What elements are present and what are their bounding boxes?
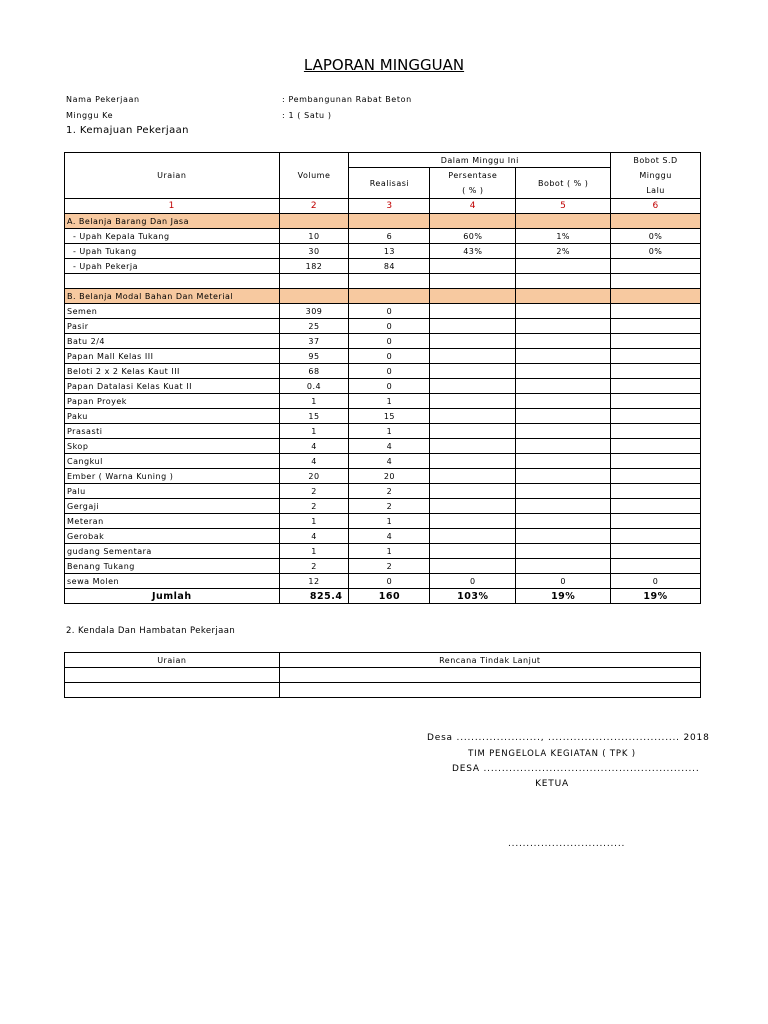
table-row <box>65 379 701 394</box>
signature-desa: DESA ........................................................... <box>452 764 700 774</box>
cell-bobot <box>516 259 611 274</box>
cell-volume: 4 <box>279 439 349 454</box>
cell-realisasi: 2 <box>349 499 430 514</box>
table-row <box>65 319 701 334</box>
cell-bobot <box>516 274 611 289</box>
col-number-5: 5 <box>516 199 611 214</box>
cell-uraian: gudang Sementara <box>65 544 280 559</box>
cell-persentase <box>430 379 516 394</box>
cell-realisasi: 15 <box>349 409 430 424</box>
obstacles-empty-row <box>65 683 701 698</box>
cell-bobot <box>516 349 611 364</box>
cell-persentase <box>430 274 516 289</box>
header-row-1 <box>65 153 701 168</box>
col-number-4: 4 <box>430 199 516 214</box>
table-row <box>65 244 701 259</box>
cell-persentase <box>430 259 516 274</box>
cell-bobot-sd <box>611 274 701 289</box>
cell-bobot <box>516 319 611 334</box>
cell-realisasi: 4 <box>349 439 430 454</box>
cell-volume: 1 <box>279 514 349 529</box>
cell-bobot-sd <box>611 544 701 559</box>
cell-volume: 309 <box>279 304 349 319</box>
cell-persentase <box>430 559 516 574</box>
header-bobot-sd <box>611 153 701 199</box>
nama-pekerjaan-label: Nama Pekerjaan <box>66 95 140 104</box>
cell-uraian: Semen <box>65 304 280 319</box>
cell-uraian: Beloti 2 x 2 Kelas Kaut III <box>65 364 280 379</box>
header-bobot-sd-line3: Lalu <box>646 186 665 195</box>
cell-bobot-sd <box>611 529 701 544</box>
total-row <box>65 589 701 604</box>
table-row <box>65 334 701 349</box>
cell-uraian: Paku <box>65 409 280 424</box>
signature-name-line: ................................ <box>508 839 626 849</box>
cell-volume: 68 <box>279 364 349 379</box>
cell-volume: 15 <box>279 409 349 424</box>
cell-persentase <box>430 499 516 514</box>
cell-volume: 0.4 <box>279 379 349 394</box>
cell-volume: 30 <box>279 244 349 259</box>
cell-bobot <box>516 484 611 499</box>
cell-persentase <box>430 409 516 424</box>
cell-uraian: Papan Datalasi Kelas Kuat II <box>65 379 280 394</box>
cell-bobot: 1% <box>516 229 611 244</box>
table-row <box>65 424 701 439</box>
cell-bobot-sd: 0% <box>611 244 701 259</box>
cell-bobot: 0 <box>516 574 611 589</box>
cell-persentase: 60% <box>430 229 516 244</box>
cell-realisasi: 1 <box>349 424 430 439</box>
cell-bobot: 2% <box>516 244 611 259</box>
table-row <box>65 394 701 409</box>
cell-volume: 20 <box>279 469 349 484</box>
cell-uraian: Benang Tukang <box>65 559 280 574</box>
cell-bobot <box>516 439 611 454</box>
cell-persentase <box>430 529 516 544</box>
cell-realisasi: 2 <box>349 484 430 499</box>
cell-realisasi: 13 <box>349 244 430 259</box>
empty-row <box>65 274 701 289</box>
cell-bobot-sd <box>611 349 701 364</box>
table-row <box>65 484 701 499</box>
total-label: Jumlah <box>65 589 280 604</box>
cell-bobot-sd <box>611 439 701 454</box>
cell-realisasi: 0 <box>349 319 430 334</box>
cell-uraian: Skop <box>65 439 280 454</box>
table-row <box>65 499 701 514</box>
total-persentase: 103% <box>430 589 516 604</box>
cell-persentase: 0 <box>430 574 516 589</box>
total-volume: 825.4 <box>279 589 349 604</box>
cell-bobot <box>516 454 611 469</box>
cell-realisasi: 6 <box>349 229 430 244</box>
cell-uraian: Gerobak <box>65 529 280 544</box>
minggu-ke-label: Minggu Ke <box>66 111 114 120</box>
group-a-row <box>65 214 701 229</box>
cell-persentase <box>430 454 516 469</box>
cell-realisasi: 0 <box>349 379 430 394</box>
header-persentase-unit: ( % ) <box>462 186 484 195</box>
cell-realisasi: 0 <box>349 334 430 349</box>
cell-bobot-sd <box>611 394 701 409</box>
cell-persentase <box>430 394 516 409</box>
cell-realisasi: 0 <box>349 364 430 379</box>
cell-bobot-sd <box>611 364 701 379</box>
cell-persentase <box>430 424 516 439</box>
cell-volume: 2 <box>279 559 349 574</box>
cell-bobot <box>516 364 611 379</box>
signature-place-date: Desa ......................., .................................... 2018 <box>427 733 710 743</box>
cell-uraian: Cangkul <box>65 454 280 469</box>
obstacles-empty-row <box>65 668 701 683</box>
table-row <box>65 454 701 469</box>
cell-persentase <box>430 364 516 379</box>
header-bobot-sd-line1: Bobot S.D <box>633 156 678 165</box>
cell-uraian: Ember ( Warna Kuning ) <box>65 469 280 484</box>
section-1-heading: 1. Kemajuan Pekerjaan <box>66 125 189 136</box>
progress-table <box>64 152 701 604</box>
col-number-6: 6 <box>611 199 701 214</box>
cell-volume: 10 <box>279 229 349 244</box>
cell-bobot <box>516 544 611 559</box>
cell-bobot-sd <box>611 259 701 274</box>
table-row <box>65 259 701 274</box>
header-bobot-sd-line2: Minggu <box>639 171 672 180</box>
cell-realisasi: 1 <box>349 514 430 529</box>
cell-volume: 2 <box>279 499 349 514</box>
table-row <box>65 409 701 424</box>
total-realisasi: 160 <box>349 589 430 604</box>
cell-uraian <box>65 274 280 289</box>
cell-realisasi: 1 <box>349 394 430 409</box>
group-a-label: A. Belanja Barang Dan Jasa <box>65 214 280 229</box>
total-bobot-sd: 19% <box>611 589 701 604</box>
cell-uraian: Palu <box>65 484 280 499</box>
cell-realisasi: 4 <box>349 454 430 469</box>
cell-bobot-sd <box>611 319 701 334</box>
cell-bobot <box>516 559 611 574</box>
cell-persentase <box>430 469 516 484</box>
header-dalam-minggu: Dalam Minggu Ini <box>349 153 611 168</box>
cell-bobot-sd <box>611 469 701 484</box>
cell-bobot <box>516 304 611 319</box>
cell-realisasi: 20 <box>349 469 430 484</box>
cell-bobot-sd <box>611 334 701 349</box>
cell-volume: 95 <box>279 349 349 364</box>
cell-persentase <box>430 319 516 334</box>
cell-bobot-sd <box>611 514 701 529</box>
section-2-heading: 2. Kendala Dan Hambatan Pekerjaan <box>66 626 236 636</box>
table-row <box>65 439 701 454</box>
cell-uraian: Gergaji <box>65 499 280 514</box>
group-b-label: B. Belanja Modal Bahan Dan Meterial <box>65 289 280 304</box>
cell-realisasi <box>349 274 430 289</box>
cell-uraian: Meteran <box>65 514 280 529</box>
cell-realisasi: 84 <box>349 259 430 274</box>
cell-bobot-sd <box>611 424 701 439</box>
cell-volume: 182 <box>279 259 349 274</box>
cell-bobot <box>516 514 611 529</box>
header-uraian: Uraian <box>65 153 280 199</box>
cell-uraian: - Upah Tukang <box>65 244 280 259</box>
cell-bobot <box>516 499 611 514</box>
table-row <box>65 544 701 559</box>
cell-volume: 2 <box>279 484 349 499</box>
cell-bobot-sd <box>611 484 701 499</box>
total-bobot: 19% <box>516 589 611 604</box>
cell-realisasi: 0 <box>349 349 430 364</box>
cell-uraian: Batu 2/4 <box>65 334 280 349</box>
signature-org: TIM PENGELOLA KEGIATAN ( TPK ) <box>468 749 636 759</box>
cell-volume: 4 <box>279 454 349 469</box>
cell-persentase <box>430 439 516 454</box>
obstacles-header-rencana: Rencana Tindak Lanjut <box>279 653 700 668</box>
col-number-3: 3 <box>349 199 430 214</box>
cell-bobot <box>516 529 611 544</box>
col-number-2: 2 <box>279 199 349 214</box>
column-number-row <box>65 199 701 214</box>
cell-uraian: Papan Mall Kelas III <box>65 349 280 364</box>
cell-persentase <box>430 514 516 529</box>
cell-uraian: - Upah Kepala Tukang <box>65 229 280 244</box>
cell-volume: 37 <box>279 334 349 349</box>
header-realisasi: Realisasi <box>349 168 430 199</box>
nama-pekerjaan-value: : Pembangunan Rabat Beton <box>282 95 412 104</box>
obstacles-header-row <box>65 653 701 668</box>
table-row <box>65 364 701 379</box>
table-row <box>65 304 701 319</box>
cell-volume: 1 <box>279 544 349 559</box>
page-title: LAPORAN MINGGUAN <box>303 56 465 74</box>
header-bobot: Bobot ( % ) <box>516 168 611 199</box>
group-b-row <box>65 289 701 304</box>
cell-realisasi: 1 <box>349 544 430 559</box>
cell-persentase <box>430 304 516 319</box>
table-row <box>65 514 701 529</box>
cell-bobot <box>516 409 611 424</box>
table-row <box>65 349 701 364</box>
cell-uraian: Prasasti <box>65 424 280 439</box>
obstacles-table <box>64 652 701 698</box>
cell-uraian: Papan Proyek <box>65 394 280 409</box>
header-volume: Volume <box>279 153 349 199</box>
cell-persentase <box>430 484 516 499</box>
cell-bobot <box>516 424 611 439</box>
cell-bobot-sd: 0% <box>611 229 701 244</box>
cell-persentase: 43% <box>430 244 516 259</box>
table-row <box>65 574 701 589</box>
cell-bobot-sd: 0 <box>611 574 701 589</box>
table-row <box>65 529 701 544</box>
cell-volume: 4 <box>279 529 349 544</box>
cell-volume: 12 <box>279 574 349 589</box>
cell-bobot-sd <box>611 304 701 319</box>
signature-ketua: KETUA <box>535 779 569 789</box>
cell-persentase <box>430 544 516 559</box>
minggu-ke-value: : 1 ( Satu ) <box>282 111 332 120</box>
cell-persentase <box>430 349 516 364</box>
cell-bobot <box>516 469 611 484</box>
cell-bobot-sd <box>611 559 701 574</box>
cell-bobot <box>516 379 611 394</box>
cell-realisasi: 4 <box>349 529 430 544</box>
cell-bobot <box>516 334 611 349</box>
cell-uraian: sewa Molen <box>65 574 280 589</box>
cell-realisasi: 0 <box>349 574 430 589</box>
table-row <box>65 469 701 484</box>
cell-volume: 1 <box>279 424 349 439</box>
cell-bobot <box>516 394 611 409</box>
cell-persentase <box>430 334 516 349</box>
cell-uraian: Pasir <box>65 319 280 334</box>
cell-bobot-sd <box>611 499 701 514</box>
cell-volume: 25 <box>279 319 349 334</box>
cell-bobot-sd <box>611 409 701 424</box>
table-row <box>65 229 701 244</box>
cell-realisasi: 0 <box>349 304 430 319</box>
obstacles-header-uraian: Uraian <box>65 653 280 668</box>
cell-bobot-sd <box>611 454 701 469</box>
cell-bobot-sd <box>611 379 701 394</box>
table-row <box>65 559 701 574</box>
col-number-1: 1 <box>65 199 280 214</box>
header-persentase <box>430 168 516 199</box>
cell-volume: 1 <box>279 394 349 409</box>
header-persentase-label: Persentase <box>448 171 498 180</box>
cell-realisasi: 2 <box>349 559 430 574</box>
cell-volume <box>279 274 349 289</box>
cell-uraian: - Upah Pekerja <box>65 259 280 274</box>
